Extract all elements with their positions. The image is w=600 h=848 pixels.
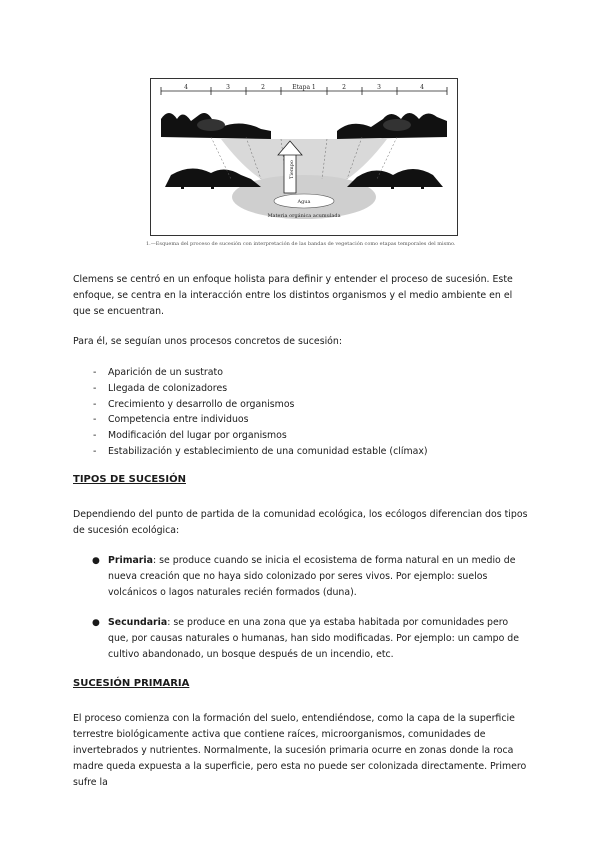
list-item: - Aparición de un sustrato xyxy=(93,367,223,378)
paragraph-sucesion-primaria: El proceso comienza con la formación del suelo, entendiéndose, como la capa de la superficie terrestre biológicamente activa que contiene raíces, microorganismos, comunidades de invertebrados y nutrientes. Normalmente, la sucesión primaria ocurre en zonas donde la roca madre queda expuesta a la superficie, pero esta no puede ser colonizada directamente. Primero sufre la xyxy=(73,713,527,788)
scale-label-7: 4 xyxy=(420,84,424,91)
heading-sucesion-primaria: SUCESIÓN PRIMARIA xyxy=(73,678,190,689)
scale-label-1: 4 xyxy=(184,84,188,91)
paragraph-clemens: Clemens se centró en un enfoque holista para definir y entender el proceso de sucesión. Este enfoque, se centra en la interacción entre los distintos organismos y el medio ambiente en el que se encuentran. xyxy=(73,274,513,317)
succession-illustration xyxy=(151,79,457,235)
tiempo-label: Tiempo xyxy=(289,160,295,179)
process-list xyxy=(73,365,528,460)
list-item-primaria: ● Primaria: se produce cuando se inicia el ecosistema de forma natural en un medio de nueva creación que no haya sido colonizado por seres vivos. Por ejemplo: suelos volcánicos o lagos naturales recién formados (duna). xyxy=(92,555,516,598)
list-item: - Estabilización y establecimiento de una comunidad estable (clímax) xyxy=(93,445,428,457)
bullet-icon: ● xyxy=(92,618,100,628)
list-item: - Modificación del lugar por organismos xyxy=(93,430,287,442)
list-item: - Crecimiento y desarrollo de organismos xyxy=(93,398,295,410)
paragraph-tipos-intro: Dependiendo del punto de partida de la comunidad ecológica, los ecólogos diferencian dos tipos de sucesión ecológica: xyxy=(73,509,528,536)
paragraph-procesos-intro: Para él, se seguían unos procesos concretos de sucesión: xyxy=(73,336,343,347)
list-item: - Llegada de colonizadores xyxy=(93,382,228,394)
succession-diagram xyxy=(150,78,458,236)
figure-caption: 1.—Esquema del proceso de sucesión con interpretación de las bandas de vegetación como etapas temporales del mismo. xyxy=(146,241,456,247)
heading-tipos-sucesion: TIPOS DE SUCESIÓN xyxy=(73,474,186,485)
materia-label: Materia orgánica acumulada xyxy=(267,213,341,219)
list-item-secundaria: ● Secundaria: se produce en una zona que ya estaba habitada por comunidades pero que, por causas naturales o humanas, han sido modificadas. Por ejemplo: un campo de cultivo abandonado, un bosque después de un incendio, etc. xyxy=(92,617,520,660)
list-item: - Competencia entre individuos xyxy=(93,414,249,426)
agua-label: Agua xyxy=(297,199,311,205)
scale-label-5: 2 xyxy=(342,84,346,91)
bullet-icon: ● xyxy=(92,556,100,566)
scale-label-3: 2 xyxy=(261,84,265,91)
scale-label-4: Etapa 1 xyxy=(292,84,316,91)
scale-label-6: 3 xyxy=(377,84,381,91)
scale-label-2: 3 xyxy=(226,84,230,91)
types-list xyxy=(73,553,528,663)
